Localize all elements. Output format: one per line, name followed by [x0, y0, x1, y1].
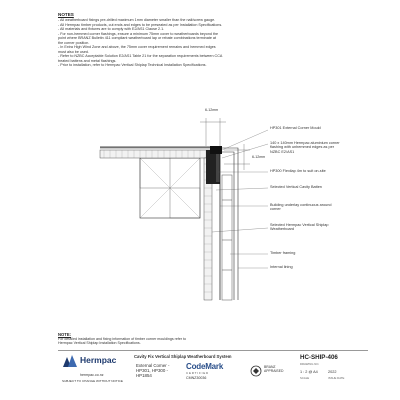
note-line: the corner position. — [58, 40, 90, 45]
brand-name: Hermpac — [80, 355, 117, 365]
title-block — [58, 350, 368, 385]
detail-line: External Corner - — [136, 363, 170, 368]
branz-line: BRANZ — [264, 365, 276, 369]
scale-value: 1 : 2 @ A4 — [300, 370, 318, 374]
callout-label: 140 x 140mm Hermpac aluminium corner flashing with unhemmed edges as per NZBC E2/AS1 — [270, 141, 340, 154]
callout-label: Internal lining — [270, 265, 293, 269]
dimension-label: 6-12mm — [252, 155, 266, 159]
brand-logo-area — [58, 353, 128, 383]
detail-description — [136, 363, 180, 379]
drawing-number: HC-SHIP-406 — [300, 354, 338, 361]
codemark-logo-text: CodeMark — [186, 362, 224, 371]
bottom-note-line: For detailed installation and fixing information of timber corner mouldings refer to — [58, 337, 187, 341]
timber-framing — [222, 175, 232, 300]
callout-label: HP301 External Corner Mould — [270, 126, 321, 130]
system-title: Cavity Fix Vertical Shiplap Weatherboard System — [134, 354, 232, 359]
disclaimer: SUBJECT TO CHANGE WITHOUT NOTICE — [62, 379, 123, 383]
scale-label: SCALE — [300, 376, 310, 380]
issue-date: 2022 — [328, 370, 337, 374]
branz-logo-icon — [250, 365, 262, 377]
notes-heading: NOTES — [58, 12, 74, 17]
note-line: must also be used. — [58, 49, 89, 54]
brand-url: hermpac.co.nz — [80, 373, 104, 377]
dimension-label: 6-12mm — [205, 108, 219, 112]
callout-label: Timber framing — [270, 251, 296, 255]
weatherboard-top-run — [100, 150, 212, 158]
note-line: - Refer to NZBC Acceptable Solution E2/AS1 Table 21 for the separation requirements between CCA — [58, 54, 223, 58]
note-line: treated battens and metal flashings. — [58, 58, 117, 63]
note-line: - In Extra High Wind Zone and above, the 75mm cover requirement remains and hemmed edges — [58, 45, 216, 49]
note-line: - All weatherboard fixings pre-drilled maximum 1mm diameter smaller than the nail/screw gauge. — [58, 18, 216, 22]
codemark-id: CMNZ30036 — [186, 376, 207, 380]
codemark-badge — [186, 362, 223, 380]
bottom-note-line: Hermpac Vertical Shiplap Installation Specifications. — [58, 341, 141, 346]
note-line: - Prior to installation, refer to Hermpac Vertical Shiplap Technical Installation Specifications. — [58, 63, 207, 67]
note-line: - For non-hemmed corner flashings, ensure a minimum 75mm cover to weatherboards beyond the — [58, 31, 219, 36]
callout-label: HP300 Flexilap 4m to suit on-site — [270, 169, 326, 173]
hermpac-logo-icon — [62, 354, 78, 368]
drawing-number-label: DRAWING NO. — [300, 362, 320, 366]
issue-date-label: ISSUE DATE — [328, 376, 345, 380]
callout-label: Selected Vertical Cavity Batten — [270, 185, 322, 189]
bottom-note-heading: NOTE: — [58, 332, 72, 337]
callout-label: Building underlay continuous around corner — [270, 203, 332, 212]
callout-label: Selected Hermpac Vertical Shiplap Weatherboard — [270, 223, 329, 232]
branz-line: APPRAISED — [264, 369, 284, 373]
note-line: point where BRANZ Bulletin 411 compliant weatherboard lap or rebate combinations terminate at — [58, 36, 216, 40]
corner-mould — [206, 146, 222, 184]
branz-badge — [250, 365, 283, 373]
bottom-note — [58, 332, 258, 346]
detail-line: HP301, HP300 - — [136, 368, 168, 374]
detail-line: HP1854 — [136, 373, 152, 379]
note-line: - All Hermpac timber products, cut ends and edges to be preseated as per Installation Specifications. — [58, 22, 223, 27]
codemark-sub: CERTIFIED — [186, 371, 209, 375]
corner-post — [140, 158, 200, 218]
note-line: - All materials and fixtures are to comply with E2/AS1 Clause 2.1. — [58, 27, 165, 31]
